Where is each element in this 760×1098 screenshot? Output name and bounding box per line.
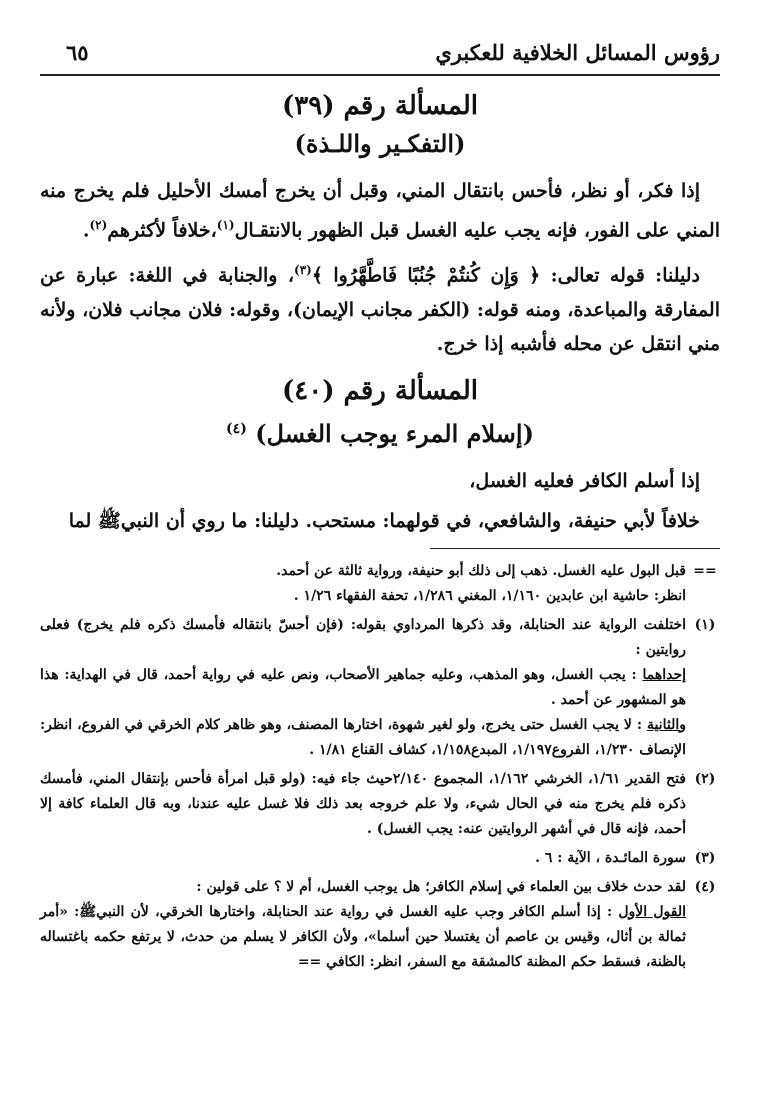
- issue-39-subheading: (التفكـير واللـذة): [294, 129, 466, 158]
- continuation-line-1: قبل البول عليه الغسل. ذهب إلى ذلك أبو حنيفة، ورواية ثالثة عن أحمد.: [276, 562, 686, 579]
- footnote-separator: [430, 548, 720, 549]
- issue-40-subheading: (إسلام المرء يوجب الغسل): [255, 418, 534, 448]
- issue-40-paragraph-2: خلافاً لأبي حنيفة، والشافعي، في قولهما: مستحب. دليلنا: ما روي أن النبيﷺ لما: [68, 509, 700, 532]
- page-number: ٦٥: [66, 40, 89, 65]
- issue-39-text-b: ،خلافاً لأكثرهم: [107, 219, 217, 242]
- footnote-1-first: [40, 663, 686, 713]
- footnotes-section: [40, 559, 720, 975]
- issue-40-heading: المسألة رقم (٤٠): [281, 375, 479, 406]
- issue-39-text-c: .: [82, 219, 90, 242]
- footnote-ref-3[interactable]: (٣): [294, 263, 312, 278]
- continuation-mark: ==: [693, 562, 717, 579]
- footnote-4: [40, 875, 720, 975]
- issue-40-subheading-wrap: [40, 411, 720, 452]
- running-title: رؤوس المسائل الخلافية للعكبري: [435, 40, 720, 65]
- footnote-4-first: [40, 900, 686, 975]
- continuation-line-2: انظر: حاشية ابن عابدين ١/١٦٠، المغني ١/٢٨٦، تحفة الفقهاء ١/٢٦ .: [293, 587, 686, 604]
- issue-39-text-a: إذا فكر، أو نظر، فأحس بانتقال المني، وقبل أن يخرج أمسك الأحليل فلم يخرج منه المني على الفور، فإنه يجب عليه الغسل قبل الظهور بالانتقـال: [40, 180, 720, 242]
- footnote-4-number: (٤): [694, 878, 716, 895]
- footnote-ref-1[interactable]: (١): [216, 218, 235, 232]
- footnote-4-intro: لقد حدث خلاف بين العلماء في إسلام الكافر؛ هل يوجب الغسل، أم لا ؟ على قولين :: [196, 878, 686, 895]
- footnote-4-first-label: القول الأول: [618, 903, 687, 920]
- footnote-continuation: [40, 559, 720, 609]
- footnote-ref-4[interactable]: (٤): [226, 420, 247, 437]
- footnote-2-number: (٢): [694, 770, 716, 787]
- footnote-3: [40, 846, 720, 871]
- footnote-1-second-label: والثانية: [646, 716, 686, 733]
- footnote-1-intro: اختلفت الرواية عند الحنابلة، وقد ذكرها المرداوي بقوله: (فإن أحسّ بانتقاله فأمسك ذكره فلم يخرج) فعلى روايتين :: [40, 616, 686, 658]
- footnote-1-second: [40, 713, 686, 763]
- issue-39-evidence-a: دليلنا: قوله تعالى: ﴿ وَإِن كُنتُمْ جُنُبًا فَاطَّهَّرُوا ﴾: [311, 264, 700, 287]
- issue-39-paragraph-1: [40, 174, 720, 247]
- issue-39-paragraph-2: [40, 253, 720, 360]
- issue-39-evidence-b: ، والجنابة في اللغة: عبارة عن المفارقة والمباعدة، ومنه قوله: (الكفر مجانب الإيمان)، وقوله: فلان مجانب فلان، ولأنه مني انتقل عن محله فأشبه إذا خرج.: [40, 264, 720, 355]
- footnote-1-first-label: إحداهما: [642, 666, 686, 683]
- book-page: [40, 30, 720, 1078]
- issue-39-heading: المسألة رقم (٣٩): [281, 91, 479, 121]
- footnote-3-text: سورة المائـدة ، الآية : ٦ .: [535, 849, 686, 866]
- footnote-2: [40, 767, 720, 842]
- footnote-ref-2[interactable]: (٢): [89, 218, 108, 232]
- footnote-2-text: فتح القدير ١/٦١، الخرشي ١/١٦٢، المجموع ٢/١٤٠حيث جاء فيه: (ولو قبل امرأة فأحس بإنتقال المني، فأمسك ذكره فلم يخرج منه في الحال شيء، ولا علم خروجه بعد ذلك فلا غسل عليه عندنا، وبه قال العلماء كافة إلا أحمد، فإنه قال في أشهر الروايتين عنه: يجب الغسل) .: [40, 770, 686, 837]
- running-header: [40, 30, 720, 76]
- footnote-1-first-text: : يجب الغسل، وهو المذهب، وعليه جماهير الأصحاب، ونص عليه في رواية أحمد، قال في الهداية: هذا هو المشهور عن أحمد .: [40, 666, 686, 708]
- footnote-1-second-text: : لا يجب الغسل حتى يخرج، ولو لغير شهوة، اختارها المصنف، وهو ظاهر كلام الخرقي في الفروع، انظر: الإنصاف ١/٢٣٠، الفروع١/١٩٧، المبدع١/١٥٨، كشاف القناع ١/٨١ .: [40, 716, 686, 758]
- footnote-3-number: (٣): [694, 849, 716, 866]
- footnote-1-number: (١): [694, 616, 716, 633]
- footnote-1: [40, 613, 720, 763]
- issue-40-paragraph-1: إذا أسلم الكافر فعليه الغسل،: [469, 469, 700, 492]
- footnote-4-continuation-mark: ==: [297, 953, 322, 970]
- footnote-4-first-text: : إذا أسلم الكافر وجب عليه الغسل في رواية عند الحنابلة، واختارها الخرقي، لأن النبيﷺ: «أمر ثمالة بن أثال، وقيس بن عاصم أن يغتسلا حين أسلما»، ولأن الكافر لا يسلم من حدث، لا يرتفع حكمه باغتساله بالظنة، فسقط حكم المظنة كالمشقة مع السفر، انظر: الكافي: [40, 903, 687, 970]
